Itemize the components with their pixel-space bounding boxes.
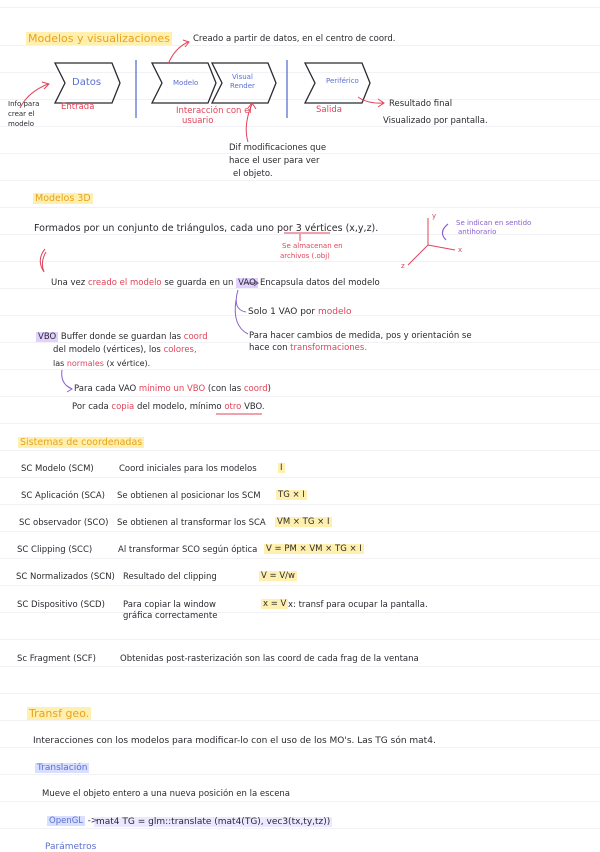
sc-row-desc: Coord iniciales para los modelos bbox=[119, 464, 257, 474]
label-antihorario-2: antihorario bbox=[458, 228, 497, 236]
label-info-2: crear el bbox=[8, 110, 35, 118]
code-translate: mat4 TG = glm::translate (mat4(TG), vec3(tx,ty,tz)) bbox=[96, 817, 331, 827]
sc-row-name: SC Modelo (SCM) bbox=[21, 464, 94, 474]
label-periferico: Periférico bbox=[326, 77, 359, 85]
text-formados: Formados por un conjunto de triángulos, cada uno por 3 vértices (x,y,z). bbox=[34, 223, 379, 234]
bracket-vao-2 bbox=[235, 300, 248, 334]
sc-row-desc: Resultado del clipping bbox=[123, 572, 217, 582]
note-creado: Creado a partir de datos, en el centro de coord. bbox=[193, 34, 396, 44]
sc-row-desc: Se obtienen al transformar los SCA bbox=[117, 518, 266, 528]
sc-row-desc: Se obtienen al posicionar los SCM bbox=[117, 491, 261, 501]
text-para-hacer-1: Para hacer cambios de medida, pos y orientación se bbox=[249, 331, 472, 341]
sc-row-formula: I bbox=[280, 463, 283, 473]
arrow-resultado-head bbox=[378, 99, 384, 107]
antihorario-arc bbox=[442, 224, 448, 240]
sc-row-desc: Obtenidas post-rasterización son las coord de cada frag de la ventana bbox=[120, 654, 419, 664]
text-encapsula: Encapsula datos del modelo bbox=[260, 278, 380, 288]
sc-row-desc-2: gráfica correctamente bbox=[123, 611, 218, 621]
label-salida: Salida bbox=[316, 105, 342, 115]
axis-z-line bbox=[408, 245, 428, 265]
label-dif-2: hace el user para ver bbox=[229, 156, 320, 166]
label-dif-1: Dif modificaciones que bbox=[229, 143, 327, 153]
section-title-transf-geo: Transf geo. bbox=[29, 707, 90, 720]
arrow-vbo-head bbox=[67, 386, 72, 392]
label-modelo: Modelo bbox=[173, 79, 199, 87]
label-resultado-1: Resultado final bbox=[389, 99, 453, 109]
arrow-vbo bbox=[62, 370, 72, 389]
section-title-modelos-visualizaciones: Modelos y visualizaciones bbox=[28, 32, 170, 45]
label-datos: Datos bbox=[72, 77, 102, 88]
section-title-sistemas: Sistemas de coordenadas bbox=[20, 437, 143, 448]
text-mueve: Mueve el objeto entero a una nueva posición en la escena bbox=[42, 789, 291, 799]
label-info-3: modelo bbox=[8, 120, 35, 128]
subtitle-partial: Parámetros bbox=[45, 842, 97, 852]
text-solo: Solo 1 VAO por modelo bbox=[248, 307, 352, 317]
axis-z-label: z bbox=[401, 262, 405, 270]
arrow-vez bbox=[40, 249, 46, 272]
axis-y-label: y bbox=[432, 212, 437, 220]
label-resultado-2: Visualizado por pantalla. bbox=[383, 116, 488, 126]
sc-row-name: Sc Fragment (SCF) bbox=[17, 654, 96, 664]
text-una-vez: Una vez creado el modelo se guarda en un VAO bbox=[51, 278, 256, 288]
sc-row-name: SC Aplicación (SCA) bbox=[21, 491, 105, 501]
axis-x-label: x bbox=[458, 246, 463, 254]
sc-row-desc: Para copiar la window bbox=[123, 600, 216, 610]
section-title-modelos-3d: Modelos 3D bbox=[35, 193, 91, 204]
sc-row-formula: VM × TG × I bbox=[277, 517, 330, 527]
sc-row-name: SC observador (SCO) bbox=[19, 518, 109, 528]
text-cada-vao: Para cada VAO mínimo un VBO (con las coord) bbox=[74, 384, 271, 394]
label-dif-3: el objeto. bbox=[233, 169, 273, 179]
sc-row-formula: x = V bbox=[263, 599, 287, 609]
sc-row-name: SC Clipping (SCC) bbox=[17, 545, 93, 555]
arrow-resultado bbox=[358, 97, 383, 103]
text-interacciones: Interacciones con los modelos para modificar-lo con el uso de los MO's. Las TG són mat4. bbox=[33, 736, 436, 746]
text-buffer-3: las normales (x vértice). bbox=[53, 359, 151, 368]
label-opengl: OpenGL -> bbox=[49, 816, 98, 826]
sc-row-desc: Al transformar SCO según óptica bbox=[118, 545, 258, 555]
sc-row-name: SC Dispositivo (SCD) bbox=[17, 600, 105, 610]
text-para-hacer-2: hace con transformaciones. bbox=[249, 343, 368, 353]
label-render: Render bbox=[230, 82, 255, 90]
label-interaccion-1: Interacción con el bbox=[176, 106, 252, 116]
label-almacenan-2: archivos (.obj) bbox=[280, 252, 330, 260]
label-info-1: Info para bbox=[8, 100, 40, 108]
sc-row-name: SC Normalizados (SCN) bbox=[16, 572, 115, 582]
arrow-info-head bbox=[42, 82, 49, 89]
sc-row-formula: V = V/w bbox=[261, 571, 295, 581]
text-cada-copia: Por cada copia del modelo, mínimo otro VBO. bbox=[72, 402, 265, 412]
label-entrada: Entrada bbox=[61, 102, 95, 112]
label-antihorario-1: Se indican en sentido bbox=[456, 219, 532, 227]
label-interaccion-2: usuario bbox=[182, 116, 214, 126]
subtitle-translacion: Translación bbox=[37, 763, 88, 773]
sc-row-formula: V = PM × VM × TG × I bbox=[266, 544, 362, 554]
axis-x-line bbox=[428, 245, 455, 250]
bracket-vao bbox=[236, 290, 246, 312]
text-buffer-2: del modelo (vértices), los colores, bbox=[53, 345, 197, 355]
label-visual: Visual bbox=[232, 73, 253, 81]
text-buffer-1: VBO Buffer donde se guardan las coord bbox=[38, 332, 208, 342]
sc-row-formula: TG × I bbox=[278, 490, 305, 500]
sc-row-extra: x: transf para ocupar la pantalla. bbox=[288, 600, 428, 610]
label-almacenan-1: Se almacenan en bbox=[282, 242, 343, 250]
arrow-creado-head bbox=[183, 40, 189, 47]
